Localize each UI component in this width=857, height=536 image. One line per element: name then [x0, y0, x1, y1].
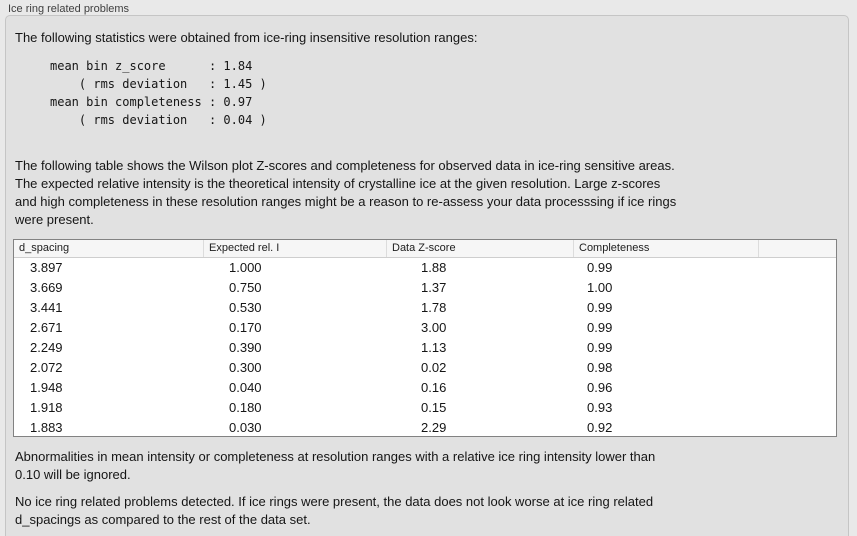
table-row[interactable] [14, 378, 836, 398]
stat-line: ( rms deviation : 0.04 ) [50, 113, 267, 127]
table-row[interactable] [14, 418, 836, 437]
table-row[interactable] [14, 258, 836, 278]
table-cell: 0.96 [587, 380, 613, 395]
stats-block [50, 57, 267, 129]
description-line: were present. [15, 212, 94, 227]
table-cell: 0.93 [587, 400, 613, 415]
table-cell: 0.390 [229, 340, 262, 355]
column-header-completeness[interactable]: Completeness [574, 240, 759, 257]
table-row[interactable] [14, 318, 836, 338]
table-cell [759, 318, 836, 338]
stat-line: mean bin z_score : 1.84 [50, 59, 253, 73]
table-row[interactable] [14, 298, 836, 318]
table-cell: 0.15 [421, 400, 447, 415]
table-cell: 0.99 [587, 340, 613, 355]
table-header [14, 240, 836, 258]
table-cell [759, 378, 836, 398]
table-cell: 1.918 [30, 400, 63, 415]
description-line: and high completeness in these resolution ranges might be a reason to re-assess your data processsing if ice rings [15, 194, 677, 209]
table-cell: 3.00 [421, 320, 447, 335]
table-cell: 0.16 [421, 380, 447, 395]
table-cell: 0.040 [229, 380, 262, 395]
table-cell: 1.00 [587, 280, 613, 295]
column-header-data-z-score[interactable]: Data Z-score [387, 240, 574, 257]
table-cell: 0.180 [229, 400, 262, 415]
conclusion-line: No ice ring related problems detected. If ice rings were present, the data does not look worse at ice ring related [15, 494, 654, 509]
table-row[interactable] [14, 278, 836, 298]
table-cell: 3.669 [30, 280, 63, 295]
description-line: The expected relative intensity is the theoretical intensity of crystalline ice at the given resolution. Large z-scores [15, 176, 661, 191]
table-cell: 1.948 [30, 380, 63, 395]
footnote-text [15, 448, 655, 484]
footnote-line: 0.10 will be ignored. [15, 467, 131, 482]
table-cell [759, 338, 836, 358]
table-cell: 3.441 [30, 300, 63, 315]
table-cell: 1.88 [421, 260, 447, 275]
table-cell: 2.29 [421, 420, 447, 435]
table-cell: 0.530 [229, 300, 262, 315]
table-cell: 1.13 [421, 340, 447, 355]
table-cell [759, 298, 836, 318]
stat-line: ( rms deviation : 1.45 ) [50, 77, 267, 91]
table-cell: 0.300 [229, 360, 262, 375]
stat-line: mean bin completeness : 0.97 [50, 95, 253, 109]
table-cell: 0.92 [587, 420, 613, 435]
ice-ring-table[interactable] [13, 239, 837, 437]
conclusion-text [15, 493, 653, 529]
table-cell [759, 278, 836, 298]
table-cell: 0.98 [587, 360, 613, 375]
table-row[interactable] [14, 338, 836, 358]
conclusion-line: d_spacings as compared to the rest of the data set. [15, 512, 311, 527]
table-cell: 1.000 [229, 260, 262, 275]
table-cell [759, 398, 836, 418]
panel-body [5, 15, 849, 536]
table-cell: 1.78 [421, 300, 447, 315]
table-cell: 1.37 [421, 280, 447, 295]
table-cell [759, 418, 836, 437]
table-cell: 2.671 [30, 320, 63, 335]
table-row[interactable] [14, 398, 836, 418]
column-header-empty [759, 240, 836, 257]
table-cell: 0.02 [421, 360, 447, 375]
table-cell [759, 258, 836, 278]
table-cell: 0.170 [229, 320, 262, 335]
table-cell: 0.030 [229, 420, 262, 435]
panel-title: Ice ring related problems [8, 3, 130, 15]
table-cell: 0.99 [587, 260, 613, 275]
table-cell: 0.750 [229, 280, 262, 295]
table-row[interactable] [14, 358, 836, 378]
description-text [15, 157, 676, 229]
table-cell: 0.99 [587, 320, 613, 335]
table-cell: 0.99 [587, 300, 613, 315]
column-header-expected-rel-i[interactable]: Expected rel. I [204, 240, 387, 257]
table-body [14, 258, 836, 437]
table-cell: 1.883 [30, 420, 63, 435]
table-cell: 3.897 [30, 260, 63, 275]
column-header-d-spacing[interactable]: d_spacing [14, 240, 204, 257]
description-line: The following table shows the Wilson plot Z-scores and completeness for observed data in ice-ring sensitive areas. [15, 158, 675, 173]
intro-text: The following statistics were obtained from ice-ring insensitive resolution ranges: [15, 30, 478, 45]
table-cell: 2.072 [30, 360, 63, 375]
table-cell [759, 358, 836, 378]
table-cell: 2.249 [30, 340, 63, 355]
footnote-line: Abnormalities in mean intensity or completeness at resolution ranges with a relative ice ring intensity lower than [15, 449, 656, 464]
